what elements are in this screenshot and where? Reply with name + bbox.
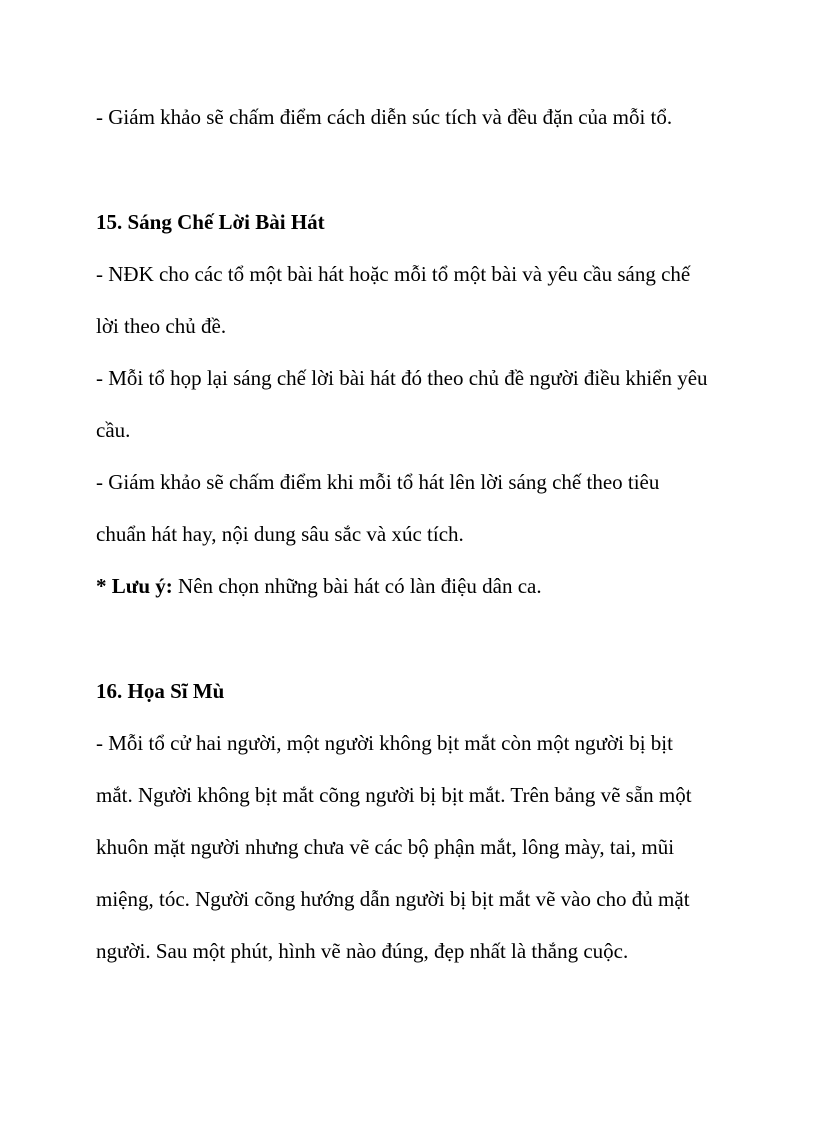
section-15-line: lời theo chủ đề. xyxy=(96,314,227,338)
section-15-line: - NĐK cho các tổ một bài hát hoặc mỗi tổ một bài và yêu cầu sáng chế xyxy=(96,262,691,286)
section-16-line: mắt. Người không bịt mắt cõng người bị bịt mắt. Trên bảng vẽ sẵn một xyxy=(96,783,692,807)
section-16-title: 16. Họa Sĩ Mù xyxy=(96,679,225,703)
section-15-line: chuẩn hát hay, nội dung sâu sắc và xúc tích. xyxy=(96,522,464,546)
note-label: * Lưu ý: xyxy=(96,574,173,598)
section-16-line: khuôn mặt người nhưng chưa vẽ các bộ phận mắt, lông mày, tai, mũi xyxy=(96,835,675,859)
section-15-line: - Giám khảo sẽ chấm điểm khi mỗi tổ hát lên lời sáng chế theo tiêu xyxy=(96,470,660,494)
section-16-line: miệng, tóc. Người cõng hướng dẫn người bị bịt mắt vẽ vào cho đủ mặt xyxy=(96,887,690,911)
section-15-line: cầu. xyxy=(96,418,131,442)
section-16-line: - Mỗi tổ cử hai người, một người không bịt mắt còn một người bị bịt xyxy=(96,731,673,755)
section-15-line: - Mỗi tổ họp lại sáng chế lời bài hát đó theo chủ đề người điều khiển yêu xyxy=(96,366,708,390)
note-text: Nên chọn những bài hát có làn điệu dân ca. xyxy=(172,574,542,598)
section-16-line: người. Sau một phút, hình vẽ nào đúng, đẹp nhất là thắng cuộc. xyxy=(96,939,629,963)
section-15-title: 15. Sáng Chế Lời Bài Hát xyxy=(96,210,325,234)
section-15-note xyxy=(96,573,542,599)
intro-paragraph: - Giám khảo sẽ chấm điểm cách diễn súc tích và đều đặn của mỗi tổ. xyxy=(96,105,673,129)
